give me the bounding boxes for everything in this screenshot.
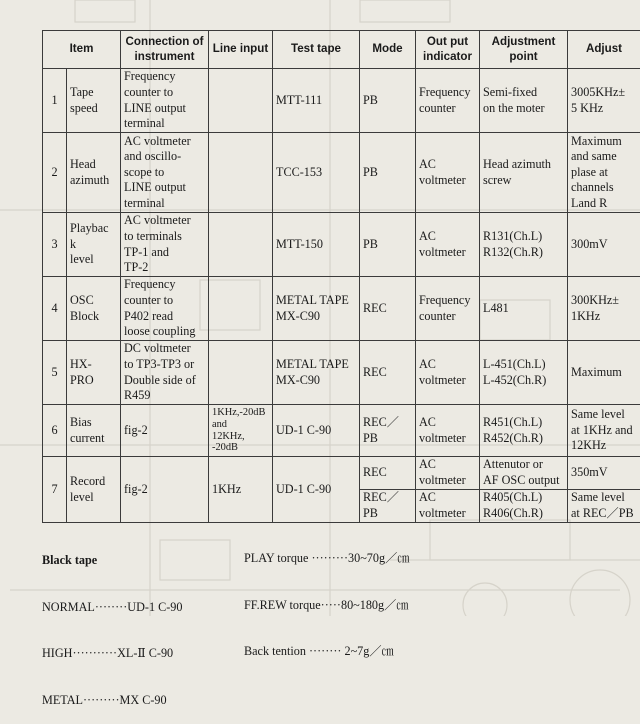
adjustment-point-cell: R131(Ch.L) R132(Ch.R) [480,213,568,277]
test-tape-cell: METAL TAPE MX-C90 [273,341,360,405]
adjustment-point-cell: Attenutor or AF OSC output [480,457,568,490]
adjust-cell: Same level at REC／PB [568,490,640,523]
black-tape-notes [42,522,182,724]
line-input-cell [209,277,273,341]
item-cell: Head azimuth [67,133,121,213]
torque-line: FF.REW torque·····80~180g／㎝ [244,598,409,614]
item-cell: Tape speed [67,69,121,133]
adjust-cell: Same level at 1KHz and 12KHz [568,405,640,457]
connection-cell: Frequency counter to P402 read loose coupling [121,277,209,341]
row-number: 5 [43,341,67,405]
mode-cell: REC [360,277,416,341]
item-cell: Record level [67,457,121,523]
adjustment-point-cell: Head azimuth screw [480,133,568,213]
connection-cell: Frequency counter to LINE output terminal [121,69,209,133]
torque-line: PLAY torque ·········30~70g／㎝ [244,551,409,567]
adjustment-table [42,30,640,523]
adjustment-point-cell: Semi-fixed on the moter [480,69,568,133]
mode-cell: REC [360,457,416,490]
adjustment-point-cell: R405(Ch.L) R406(Ch.R) [480,490,568,523]
item-cell: OSC Block [67,277,121,341]
line-input-cell [209,69,273,133]
table-row [43,133,640,213]
indicator-cell: Frequency counter [416,277,480,341]
row-number: 6 [43,405,67,457]
test-tape-cell: METAL TAPE MX-C90 [273,277,360,341]
connection-cell: AC voltmeter and oscillo- scope to LINE output terminal [121,133,209,213]
item-cell: HX- PRO [67,341,121,405]
black-tape-title: Black tape [42,553,182,569]
test-tape-cell: MTT-111 [273,69,360,133]
line-input-cell [209,341,273,405]
header-adjustment-point: Adjustment point [480,31,568,69]
adjust-cell: Maximum and same plase at channels Land R [568,133,640,213]
adjust-cell: 300mV [568,213,640,277]
adjust-cell: Maximum [568,341,640,405]
header-item: Item [43,31,121,69]
test-tape-cell: MTT-150 [273,213,360,277]
mode-cell: PB [360,69,416,133]
row-number: 7 [43,457,67,523]
table-header-row [43,31,640,69]
mode-cell: REC／PB [360,405,416,457]
header-mode: Mode [360,31,416,69]
indicator-cell: Frequency counter [416,69,480,133]
torque-notes [244,520,409,675]
table-row [43,405,640,457]
tape-line: METAL·········MX C-90 [42,693,182,709]
table-row [43,457,640,490]
line-input-cell [209,133,273,213]
tape-line: HIGH···········XL-Ⅱ C-90 [42,646,182,662]
table-row [43,341,640,405]
indicator-cell: AC voltmeter [416,341,480,405]
row-number: 4 [43,277,67,341]
header-connection: Connection of instrument [121,31,209,69]
mode-cell: PB [360,133,416,213]
row-number: 2 [43,133,67,213]
item-cell: Playbac k level [67,213,121,277]
test-tape-cell: UD-1 C-90 [273,405,360,457]
test-tape-cell: TCC-153 [273,133,360,213]
line-input-cell [209,213,273,277]
adjust-cell: 350mV [568,457,640,490]
indicator-cell: AC voltmeter [416,213,480,277]
mode-cell: REC [360,341,416,405]
tape-line: NORMAL········UD-1 C-90 [42,600,182,616]
line-input-cell: 1KHz [209,457,273,523]
connection-cell: AC voltmeter to terminals TP-1 and TP-2 [121,213,209,277]
header-indicator: Out put indicator [416,31,480,69]
header-line-input: Line input [209,31,273,69]
adjustment-point-cell: R451(Ch.L) R452(Ch.R) [480,405,568,457]
indicator-cell: AC voltmeter [416,133,480,213]
connection-cell: DC voltmeter to TP3-TP3 or Double side of R459 [121,341,209,405]
test-tape-cell: UD-1 C-90 [273,457,360,523]
adjust-cell: 3005KHz± 5 KHz [568,69,640,133]
row-number: 1 [43,69,67,133]
adjustment-point-cell: L481 [480,277,568,341]
table-row [43,69,640,133]
row-number: 3 [43,213,67,277]
table-row [43,277,640,341]
header-test-tape: Test tape [273,31,360,69]
adjustment-point-cell: L-451(Ch.L) L-452(Ch.R) [480,341,568,405]
mode-cell: PB [360,213,416,277]
indicator-cell: AC voltmeter [416,457,480,490]
line-input-cell: 1KHz,-20dB and 12KHz, -20dB [209,405,273,457]
connection-cell: fig-2 [121,457,209,523]
torque-line: Back tention ········ 2~7g／㎝ [244,644,409,660]
header-adjust: Adjust [568,31,640,69]
item-cell: Bias current [67,405,121,457]
indicator-cell: AC voltmeter [416,490,480,523]
mode-cell: REC／PB [360,490,416,523]
indicator-cell: AC voltmeter [416,405,480,457]
table-row [43,213,640,277]
connection-cell: fig-2 [121,405,209,457]
adjust-cell: 300KHz± 1KHz [568,277,640,341]
